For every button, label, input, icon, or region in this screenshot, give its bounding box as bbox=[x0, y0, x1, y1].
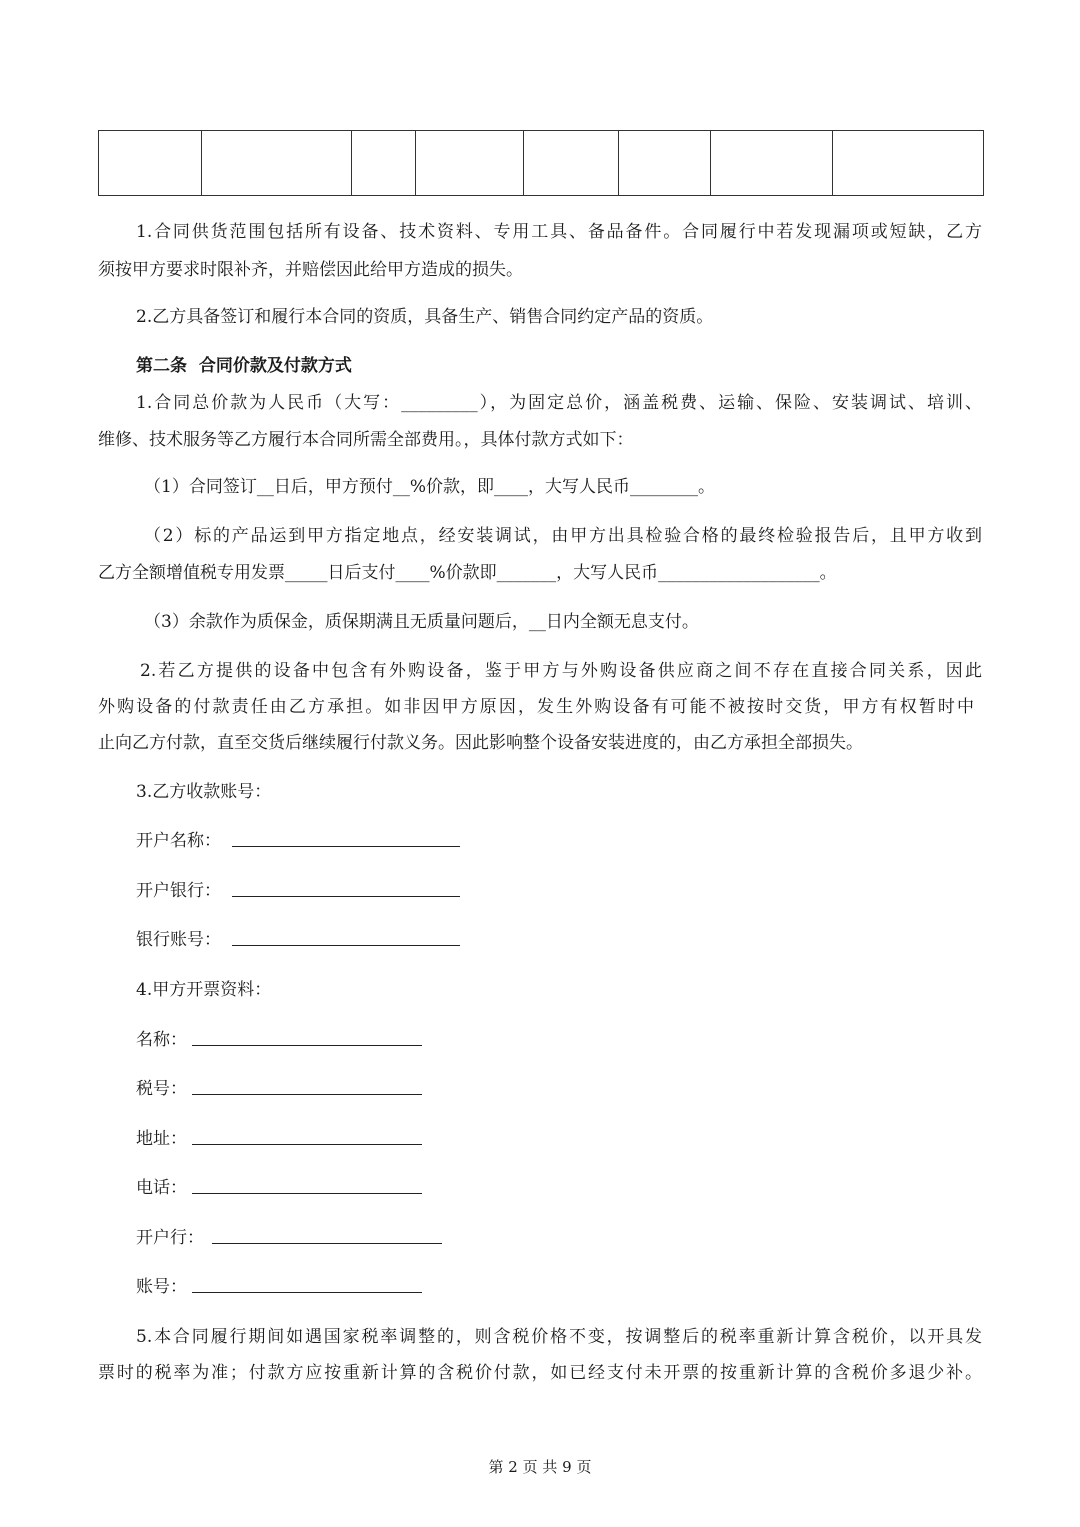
article-2-heading: 第二条 合同价款及付款方式 bbox=[136, 356, 352, 376]
outsourced-clause-line-1: 2.若乙方提供的设备中包含有外购设备，鉴于甲方与外购设备供应商之间不存在直接合同关系，因此 bbox=[140, 661, 982, 681]
table-cell bbox=[352, 131, 416, 196]
outsourced-clause-line-2: 外购设备的付款责任由乙方承担。如非因甲方原因，发生外购设备有可能不被按时交货，甲方有权暂时中 bbox=[98, 697, 974, 717]
table-cell bbox=[711, 131, 833, 196]
account-name-label: 开户名称： bbox=[136, 831, 221, 851]
payment-term-2-line-1: （2）标的产品运到甲方指定地点，经安装调试，由甲方出具检验合格的最终检验报告后，且甲方收到 bbox=[144, 526, 982, 546]
table-cell bbox=[524, 131, 619, 196]
page-number: 第 2 页 共 9 页 bbox=[488, 1458, 592, 1476]
table-cell bbox=[833, 131, 984, 196]
invoice-phone-label: 电话： bbox=[136, 1178, 187, 1198]
outsourced-clause-line-3: 止向乙方付款，直至交货后继续履行付款义务。因此影响整个设备安装进度的，由乙方承担全部损失。 bbox=[98, 733, 863, 753]
invoice-bank-blank bbox=[212, 1243, 442, 1244]
payment-term-1: （1）合同签订__日后，甲方预付__%价款，即____，大写人民币________。 bbox=[144, 477, 715, 497]
clause-1-line-1: 1.合同供货范围包括所有设备、技术资料、专用工具、备品备件。合同履行中若发现漏项或短缺，乙方 bbox=[136, 222, 982, 242]
price-clause-line-1: 1.合同总价款为人民币（大写：_________），为固定总价，涵盖税费、运输、保险、安装调试、培训、 bbox=[136, 393, 982, 413]
table-cell bbox=[619, 131, 711, 196]
tax-clause-line-2: 票时的税率为准；付款方应按重新计算的含税价付款，如已经支付未开票的按重新计算的含税价多退少补。 bbox=[98, 1363, 982, 1383]
clause-1-line-2: 须按甲方要求时限补齐，并赔偿因此给甲方造成的损失。 bbox=[98, 260, 523, 280]
invoice-phone-blank bbox=[192, 1193, 422, 1194]
invoice-address-label: 地址： bbox=[136, 1129, 187, 1149]
tax-clause-line-1: 5.本合同履行期间如遇国家税率调整的，则含税价格不变，按调整后的税率重新计算含税价，以开具发 bbox=[136, 1327, 982, 1347]
invoice-name-blank bbox=[192, 1045, 422, 1046]
invoice-tax-id-blank bbox=[192, 1094, 422, 1095]
table-row bbox=[99, 131, 984, 196]
table-cell bbox=[99, 131, 202, 196]
payment-term-3: （3）余款作为质保金，质保期满且无质量问题后，__日内全额无息支付。 bbox=[144, 612, 699, 632]
invoice-name-label: 名称： bbox=[136, 1030, 187, 1050]
invoice-account-blank bbox=[192, 1292, 422, 1293]
clause-2: 2.乙方具备签订和履行本合同的资质，具备生产、销售合同约定产品的资质。 bbox=[136, 307, 714, 327]
invoice-heading: 4.甲方开票资料： bbox=[136, 980, 272, 1000]
table-cell bbox=[202, 131, 352, 196]
payment-term-2-line-2: 乙方全额增值税专用发票_____日后支付____%价款即_______，大写人民币___________________。 bbox=[98, 563, 837, 583]
account-number-label: 银行账号： bbox=[136, 930, 221, 950]
item-table bbox=[98, 130, 984, 196]
invoice-tax-id-label: 税号： bbox=[136, 1079, 187, 1099]
account-heading: 3.乙方收款账号： bbox=[136, 782, 272, 802]
invoice-account-label: 账号： bbox=[136, 1277, 187, 1297]
account-bank-label: 开户银行： bbox=[136, 881, 221, 901]
invoice-bank-label: 开户行： bbox=[136, 1228, 204, 1248]
table-cell bbox=[416, 131, 524, 196]
account-number-blank bbox=[232, 945, 460, 946]
invoice-address-blank bbox=[192, 1144, 422, 1145]
account-name-blank bbox=[232, 846, 460, 847]
account-bank-blank bbox=[232, 896, 460, 897]
price-clause-line-2: 维修、技术服务等乙方履行本合同所需全部费用。，具体付款方式如下： bbox=[98, 430, 634, 450]
